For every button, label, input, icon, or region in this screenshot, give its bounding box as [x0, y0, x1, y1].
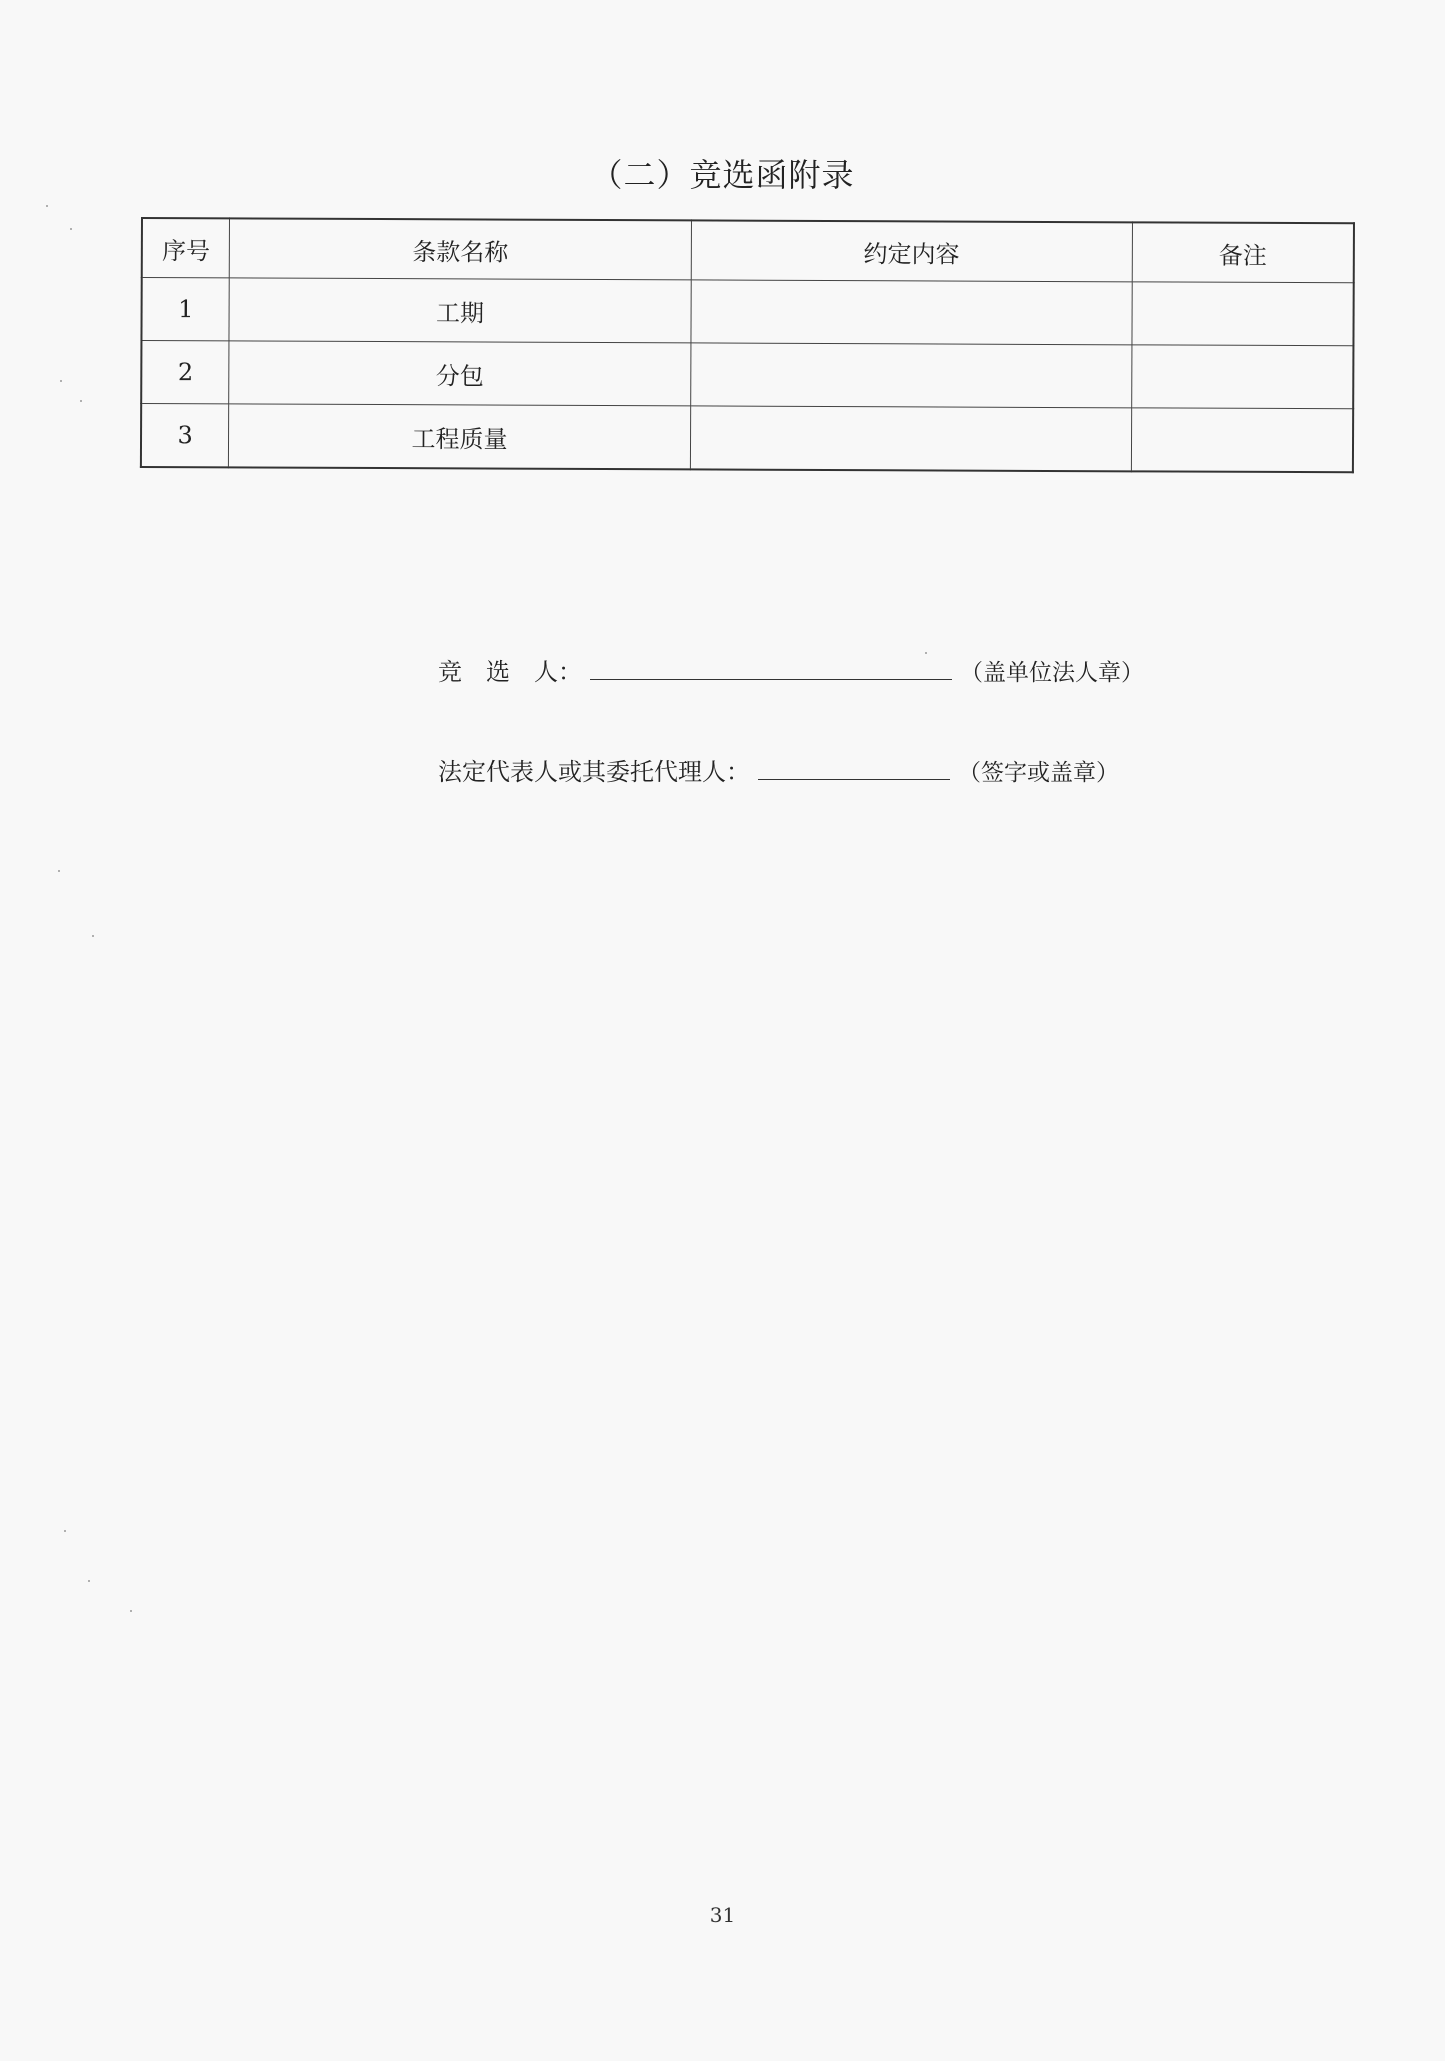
- row-clause-name: 工程质量: [229, 404, 690, 470]
- row-remark: [1132, 345, 1354, 409]
- scan-speck: [88, 1580, 90, 1582]
- table-row: [141, 404, 1353, 473]
- bidder-label: 竞 选 人：: [438, 658, 582, 686]
- appendix-table: [140, 217, 1355, 473]
- scan-speck: [130, 1610, 132, 1612]
- table-row: [141, 341, 1353, 409]
- row-agreed-content: [690, 343, 1132, 408]
- header-agreed-content: 约定内容: [691, 220, 1133, 281]
- scan-speck: [64, 1530, 66, 1532]
- document-title: （二）竞选函附录: [590, 156, 855, 194]
- scan-speck: [80, 400, 82, 402]
- row-index: 1: [141, 278, 229, 341]
- scan-speck: [60, 380, 62, 382]
- table-header-row: [142, 218, 1354, 283]
- row-remark: [1131, 408, 1353, 472]
- representative-signature-line: [438, 752, 1119, 787]
- row-agreed-content: [690, 406, 1132, 471]
- row-index: 2: [141, 341, 229, 404]
- header-remark: 备注: [1132, 222, 1354, 282]
- scan-speck: [58, 870, 60, 872]
- scan-speck: [925, 652, 927, 654]
- row-remark: [1132, 282, 1354, 346]
- header-index: 序号: [142, 218, 230, 278]
- scan-speck: [92, 935, 94, 937]
- row-agreed-content: [691, 280, 1133, 345]
- scan-speck: [70, 228, 72, 230]
- bidder-note: （盖单位法人章）: [960, 660, 1144, 686]
- representative-blank: [758, 759, 950, 780]
- bidder-blank: [590, 659, 952, 680]
- representative-note: （签字或盖章）: [958, 760, 1119, 786]
- representative-label: 法定代表人或其委托代理人：: [438, 758, 750, 786]
- header-clause-name: 条款名称: [230, 218, 691, 280]
- page-number: 31: [709, 1903, 736, 1927]
- bidder-signature-line: [438, 652, 1144, 687]
- row-index: 3: [141, 404, 229, 468]
- row-clause-name: 分包: [229, 341, 690, 406]
- scan-speck: [46, 205, 48, 207]
- table-row: [141, 278, 1353, 346]
- row-clause-name: 工期: [229, 278, 690, 343]
